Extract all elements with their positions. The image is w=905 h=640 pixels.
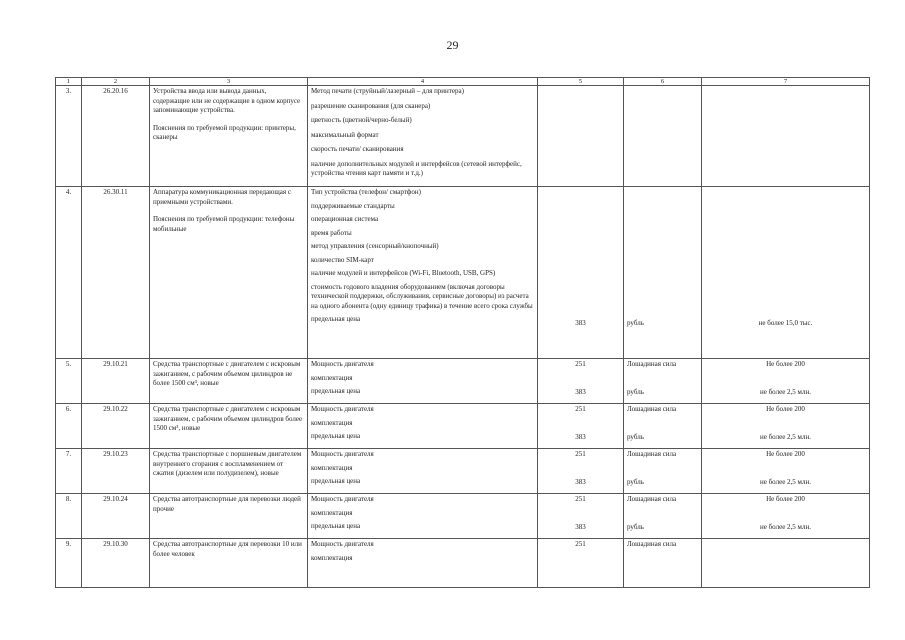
- unit-name: [627, 216, 698, 226]
- characteristics-cell: [308, 539, 538, 588]
- okei-code: [541, 188, 620, 198]
- characteristic: наличие модулей и интерфейсов (Wi-Fi, Bluetooth, USB, GPS): [311, 269, 496, 277]
- characteristic: Мощность двигателя: [311, 540, 374, 548]
- okei-code: 383: [575, 478, 586, 486]
- okei-code: 383: [575, 433, 586, 441]
- okpd-code: 29.10.21: [82, 359, 150, 404]
- characteristic: комплектация: [311, 508, 353, 517]
- limit-value: [705, 258, 866, 268]
- okei-code: 251: [575, 450, 586, 458]
- okei-cell: [538, 449, 624, 494]
- unit-name: Лошадиная сила: [627, 405, 677, 413]
- characteristic: комплектация: [311, 373, 353, 382]
- characteristic: цветность (цветной/черно-белый): [311, 116, 412, 124]
- limit-value: [705, 464, 866, 474]
- column-number-row: [56, 78, 870, 86]
- column-number: 2: [82, 78, 150, 86]
- column-number: 3: [150, 78, 308, 86]
- limit-value: не более 2,5 млн.: [760, 523, 811, 531]
- okei-code: [541, 374, 620, 384]
- okei-cell: [538, 494, 624, 539]
- unit-name: [627, 258, 698, 268]
- unit-name: Лошадиная сила: [627, 360, 677, 368]
- okpd-code: 29.10.24: [82, 494, 150, 539]
- limit-value: [705, 244, 866, 254]
- limit-cell: [702, 86, 870, 187]
- column-number: 4: [308, 78, 538, 86]
- unit-name: [627, 244, 698, 254]
- item-number: 7.: [56, 449, 82, 494]
- table-row: [56, 539, 870, 588]
- product-note: Пояснения по требуемой продукции: принтеры, сканеры: [153, 123, 296, 141]
- unit-cell: [624, 86, 702, 187]
- limit-value: не более 2,5 млн.: [760, 433, 811, 441]
- limit-value: [705, 509, 866, 519]
- okei-code: 251: [575, 360, 586, 368]
- characteristic: предельная цена: [311, 477, 361, 485]
- characteristic: предельная цена: [311, 432, 361, 440]
- characteristic: скорость печати/ сканирования: [311, 145, 404, 153]
- limit-value: Не более 200: [766, 405, 805, 413]
- characteristic: комплектация: [311, 418, 353, 427]
- limit-value: Не более 200: [766, 360, 805, 368]
- okei-code: [541, 419, 620, 429]
- limit-value: [705, 230, 866, 240]
- okei-cell: [538, 359, 624, 404]
- product-name: Средства транспортные с поршневым двигателем внутреннего сгорания с воспламенением от сжатия (дизелем или полудизелем), новые: [153, 450, 302, 477]
- product-name: Аппаратура коммуникационная передающая с приемными устройствами.: [153, 188, 291, 206]
- characteristic: стоимость годового владения оборудованием (включая договоры технической поддержки, обслуживания, сервисные договоры) из расчета на одного абонента (одну единицу трафика) в течение всего срока службы: [311, 282, 533, 310]
- characteristic: Метод печати (струйный/лазерный – для принтера): [311, 87, 464, 95]
- spacer: [153, 116, 304, 124]
- table-row: [56, 86, 870, 187]
- characteristics-cell: [308, 449, 538, 494]
- unit-name: [627, 554, 698, 564]
- limit-value: [705, 374, 866, 384]
- limit-value: не более 15,0 тыс.: [758, 319, 813, 327]
- table-row: [56, 449, 870, 494]
- item-number: 8.: [56, 494, 82, 539]
- okei-code: 383: [575, 523, 586, 531]
- okpd-code: 29.10.30: [82, 539, 150, 588]
- unit-name: рубль: [627, 433, 644, 441]
- okei-code: 383: [575, 388, 586, 396]
- product-name-cell: [150, 449, 308, 494]
- unit-name: Лошадиная сила: [627, 450, 677, 458]
- product-name-cell: [150, 187, 308, 359]
- limit-cell: [702, 539, 870, 588]
- product-name-cell: [150, 539, 308, 588]
- okei-code: 383: [575, 319, 586, 327]
- characteristic: предельная цена: [311, 387, 361, 395]
- characteristics-cell: [308, 359, 538, 404]
- table-row: [56, 187, 870, 359]
- product-name-cell: [150, 404, 308, 449]
- limit-cell: [702, 187, 870, 359]
- okei-code: [541, 230, 620, 240]
- product-name: Средства транспортные с двигателем с искровым зажиганием, с рабочим объемом цилиндров более 1500 см³, новые: [153, 405, 303, 432]
- characteristic: предельная цена: [311, 315, 361, 323]
- characteristic: предельная цена: [311, 522, 361, 530]
- characteristic: разрешение сканирования (для сканера): [311, 101, 431, 110]
- product-name-cell: [150, 494, 308, 539]
- column-number: 6: [624, 78, 702, 86]
- okei-code: 251: [575, 540, 586, 548]
- table-row: [56, 494, 870, 539]
- unit-name: [627, 464, 698, 474]
- unit-name: [627, 230, 698, 240]
- column-number: 5: [538, 78, 624, 86]
- unit-cell: [624, 539, 702, 588]
- unit-cell: [624, 494, 702, 539]
- limit-value: [705, 286, 866, 315]
- characteristic: Тип устройства (телефон/ смартфон): [311, 188, 421, 196]
- spacer: [153, 207, 304, 215]
- unit-name: Лошадиная сила: [627, 495, 677, 503]
- okpd-code: 29.10.22: [82, 404, 150, 449]
- okei-code: [541, 509, 620, 519]
- okei-code: [541, 258, 620, 268]
- okei-code: [541, 216, 620, 226]
- okei-code: 251: [575, 405, 586, 413]
- okei-cell: [538, 86, 624, 187]
- characteristic: время работы: [311, 228, 352, 237]
- unit-name: [627, 509, 698, 519]
- okei-code: [541, 286, 620, 315]
- limit-cell: [702, 494, 870, 539]
- unit-name: [627, 188, 698, 198]
- unit-name: [627, 374, 698, 384]
- unit-name: рубль: [627, 319, 644, 327]
- limit-value: не более 2,5 млн.: [760, 478, 811, 486]
- characteristic: количество SIM-карт: [311, 255, 374, 264]
- okei-code: [541, 272, 620, 282]
- okei-code: [541, 244, 620, 254]
- product-name: Средства автотранспортные для перевозки 10 или более человек: [153, 540, 302, 558]
- characteristic: комплектация: [311, 553, 353, 562]
- item-number: 6.: [56, 404, 82, 449]
- unit-name: Лошадиная сила: [627, 540, 677, 548]
- item-number: 5.: [56, 359, 82, 404]
- characteristic: наличие дополнительных модулей и интерфейсов (сетевой интерфейс, устройства чтения карт памяти и т.д.): [311, 159, 522, 177]
- table-row: [56, 359, 870, 404]
- product-note: Пояснения по требуемой продукции: телефоны мобильные: [153, 215, 295, 233]
- item-number: 3.: [56, 86, 82, 187]
- limit-value: Не более 200: [766, 495, 805, 503]
- limit-value: [705, 216, 866, 226]
- okei-code: [541, 202, 620, 212]
- characteristic: максимальный формат: [311, 130, 379, 139]
- limit-cell: [702, 359, 870, 404]
- characteristic: поддерживаемые стандарты: [311, 201, 395, 210]
- characteristic: Мощность двигателя: [311, 450, 374, 458]
- okei-code: [541, 464, 620, 474]
- unit-name: рубль: [627, 478, 644, 486]
- unit-name: рубль: [627, 523, 644, 531]
- unit-cell: [624, 404, 702, 449]
- product-name-cell: [150, 86, 308, 187]
- column-number: 1: [56, 78, 82, 86]
- item-number: 9.: [56, 539, 82, 588]
- unit-cell: [624, 187, 702, 359]
- okpd-code: 26.30.11: [82, 187, 150, 359]
- limit-cell: [702, 404, 870, 449]
- unit-cell: [624, 359, 702, 404]
- characteristic: операционная система: [311, 215, 379, 223]
- limit-value: [705, 272, 866, 282]
- unit-name: [627, 286, 698, 315]
- limit-value: Не более 200: [766, 450, 805, 458]
- okei-cell: [538, 187, 624, 359]
- characteristics-cell: [308, 86, 538, 187]
- limit-value: [705, 202, 866, 212]
- table-row: [56, 404, 870, 449]
- okei-cell: [538, 539, 624, 588]
- limit-cell: [702, 449, 870, 494]
- okpd-code: 26.20.16: [82, 86, 150, 187]
- unit-cell: [624, 449, 702, 494]
- requirements-table: [55, 77, 870, 588]
- product-name: Устройства ввода или вывода данных, содержащие или не содержащие в одном корпусе запоминающие устройства.: [153, 87, 301, 114]
- limit-value: [705, 188, 866, 198]
- limit-value: [705, 554, 866, 564]
- limit-value: [705, 540, 866, 550]
- characteristics-cell: [308, 187, 538, 359]
- limit-value: [705, 419, 866, 429]
- unit-name: [627, 272, 698, 282]
- limit-value: не более 2,5 млн.: [760, 388, 811, 396]
- unit-name: рубль: [627, 388, 644, 396]
- characteristic: комплектация: [311, 463, 353, 472]
- characteristic: Мощность двигателя: [311, 405, 374, 413]
- characteristic: метод управления (сенсорный/кнопочный): [311, 242, 439, 250]
- unit-name: [627, 419, 698, 429]
- item-number: 4.: [56, 187, 82, 359]
- okei-code: 251: [575, 495, 586, 503]
- page-number: 29: [446, 38, 459, 52]
- characteristics-cell: [308, 494, 538, 539]
- unit-name: [627, 202, 698, 212]
- characteristic: Мощность двигателя: [311, 360, 374, 368]
- okpd-code: 29.10.23: [82, 449, 150, 494]
- column-number: 7: [702, 78, 870, 86]
- product-name-cell: [150, 359, 308, 404]
- characteristics-cell: [308, 404, 538, 449]
- okei-code: [541, 554, 620, 564]
- characteristic: Мощность двигателя: [311, 495, 374, 503]
- okei-cell: [538, 404, 624, 449]
- product-name: Средства транспортные с двигателем с искровым зажиганием, с рабочим объемом цилиндров не более 1500 см³, новые: [153, 360, 301, 387]
- product-name: Средства автотранспортные для перевозки людей прочие: [153, 495, 301, 513]
